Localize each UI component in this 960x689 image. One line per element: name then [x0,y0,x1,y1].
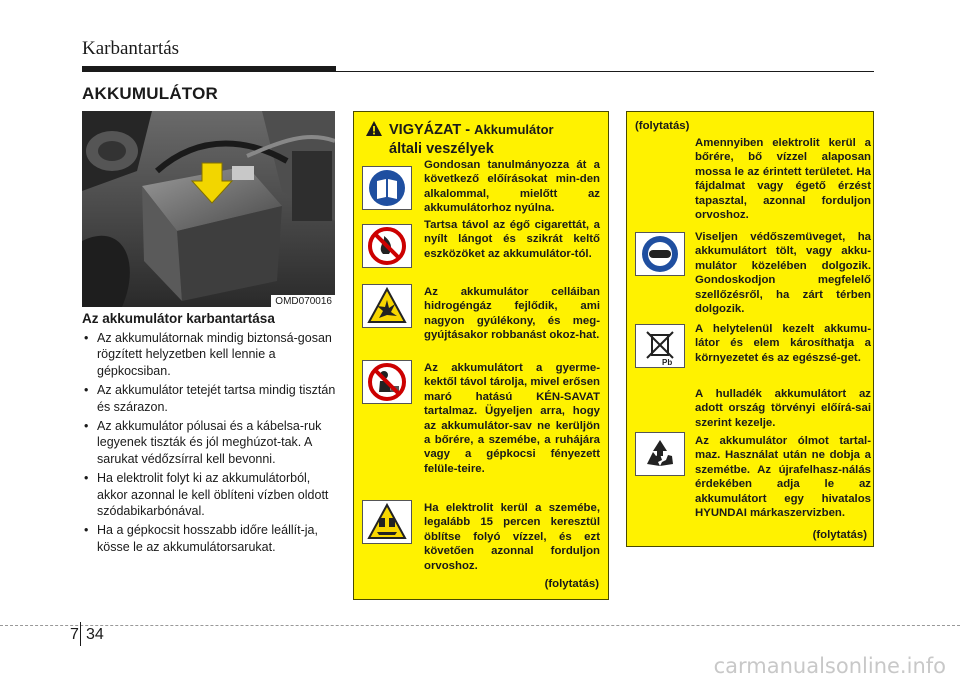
continued-label: (folytatás) [544,578,599,590]
read-manual-icon [362,166,412,210]
warning-para: Az akkumulátor celláiban hidrogéngáz fejlődik, ami nagyon gyúlékony, és meg-gyújtásakor robbanást okoz-hat. [424,286,600,342]
photo-label: OMD070016 [271,295,335,307]
list-item: • Az akkumulátor tetejét tartsa mindig tisztán és szárazon. [82,382,336,415]
continued-top-label: (folytatás) [635,120,690,132]
battery-photo [82,111,335,307]
list-item: • Ha a gépkocsit hosszabb időre leállít-ja, kösse le az akkumulátorsarukat. [82,522,336,555]
continued-label: (folytatás) [812,529,867,541]
no-dispose-icon [635,324,685,368]
keep-from-children-icon [362,360,412,404]
footer-separator [80,622,81,646]
chapter-number: 7 [70,626,79,643]
maintenance-section [82,311,336,558]
continuation-para: Viseljen védőszemüveget, ha akkumulátort tölt, vagy akku-mulátor közelében dolgozik. Gondoskodjon megfelelő szellőzésről, ha zárt térben dolgozik. [695,231,871,316]
header-rule [336,71,874,72]
explosive-icon [362,284,412,328]
safety-goggles-icon [635,232,685,276]
continuation-para: Amennyiben elektrolit kerül a bőrére, bő vízzel alaposan mossa le az érintett területet. Ha fájdalmat vagy égető érzést tapasztal, azonnal forduljon orvoshoz. [695,137,871,222]
warning-para: Gondosan tanulmányozza át a következő előírásokat min-den alkalommal, mielőtt az akkumulátorhoz nyúlna. [424,159,600,215]
warning-triangle-icon [366,121,382,136]
list-item: • Az akkumulátor pólusai és a kábelsa-ruk legyenek tiszták és jól meghúzot-tak. A sarukat védőzsírral kell bevonni. [82,418,336,467]
continuation-panel [626,111,874,547]
header-title: Karbantartás [82,38,180,59]
corrosive-icon [362,500,412,544]
no-flame-icon [362,224,412,268]
warning-para: Tartsa távol az égő cigarettát, a nyílt lángot és szikrát keltő eszközöket az akkumulátor-tól. [424,219,600,260]
warning-heading: VIGYÁZAT - Akkumulátor általi veszélyek [366,120,602,159]
section-title: AKKUMULÁTOR [82,84,218,103]
page-number: 34 [86,626,104,643]
warning-para: Ha elektrolit kerül a szemébe, legalább 15 percen keresztül öblítse folyó vízzel, és ezt követően azonnal forduljon orvoshoz. [424,502,600,572]
footer-rule [0,625,960,626]
watermark: carmanualsonline.info [713,654,946,678]
maintenance-list [82,330,336,555]
header-bar [82,66,336,72]
list-item: • Az akkumulátornak mindig biztonsá-gosan rögzített helyzetben kell lennie a gépkocsiban. [82,330,336,379]
warning-panel [353,111,609,600]
continuation-para: A helytelenül kezelt akkumu-látor és elem károsíthatja a környezetet és az egészsé-get. [695,323,871,364]
maintenance-subtitle: Az akkumulátor karbantartása [82,311,275,326]
continuation-para: A hulladék akkumulátort az adott ország törvényi előírá-sai szerint kezelje. [695,388,871,429]
continuation-para: Az akkumulátor ólmot tartal-maz. Használat után ne dobja a szemétbe. Az újrafelhasz-nálás érdekében adja le az akkumulátort egy hivatalos HYUNDAI márkaszervizben. [695,435,871,520]
list-item: • Ha elektrolit folyt ki az akkumulátorból, akkor azonnal le kell öblíteni vízben oldott szódabikarbónával. [82,470,336,519]
warning-para: Az akkumulátort a gyerme-kektől távol tárolja, mivel erősen maró hatású KÉN-SAVAT tartalmaz. Ügyeljen arra, hogy az akkumulátor-sav ne kerüljön a bőrére, a szemébe, a ruhájára vagy a gépkocsi fényezett felüle-teire. [424,362,600,475]
pb-label: Pb [662,358,673,366]
recycle-icon [635,432,685,476]
